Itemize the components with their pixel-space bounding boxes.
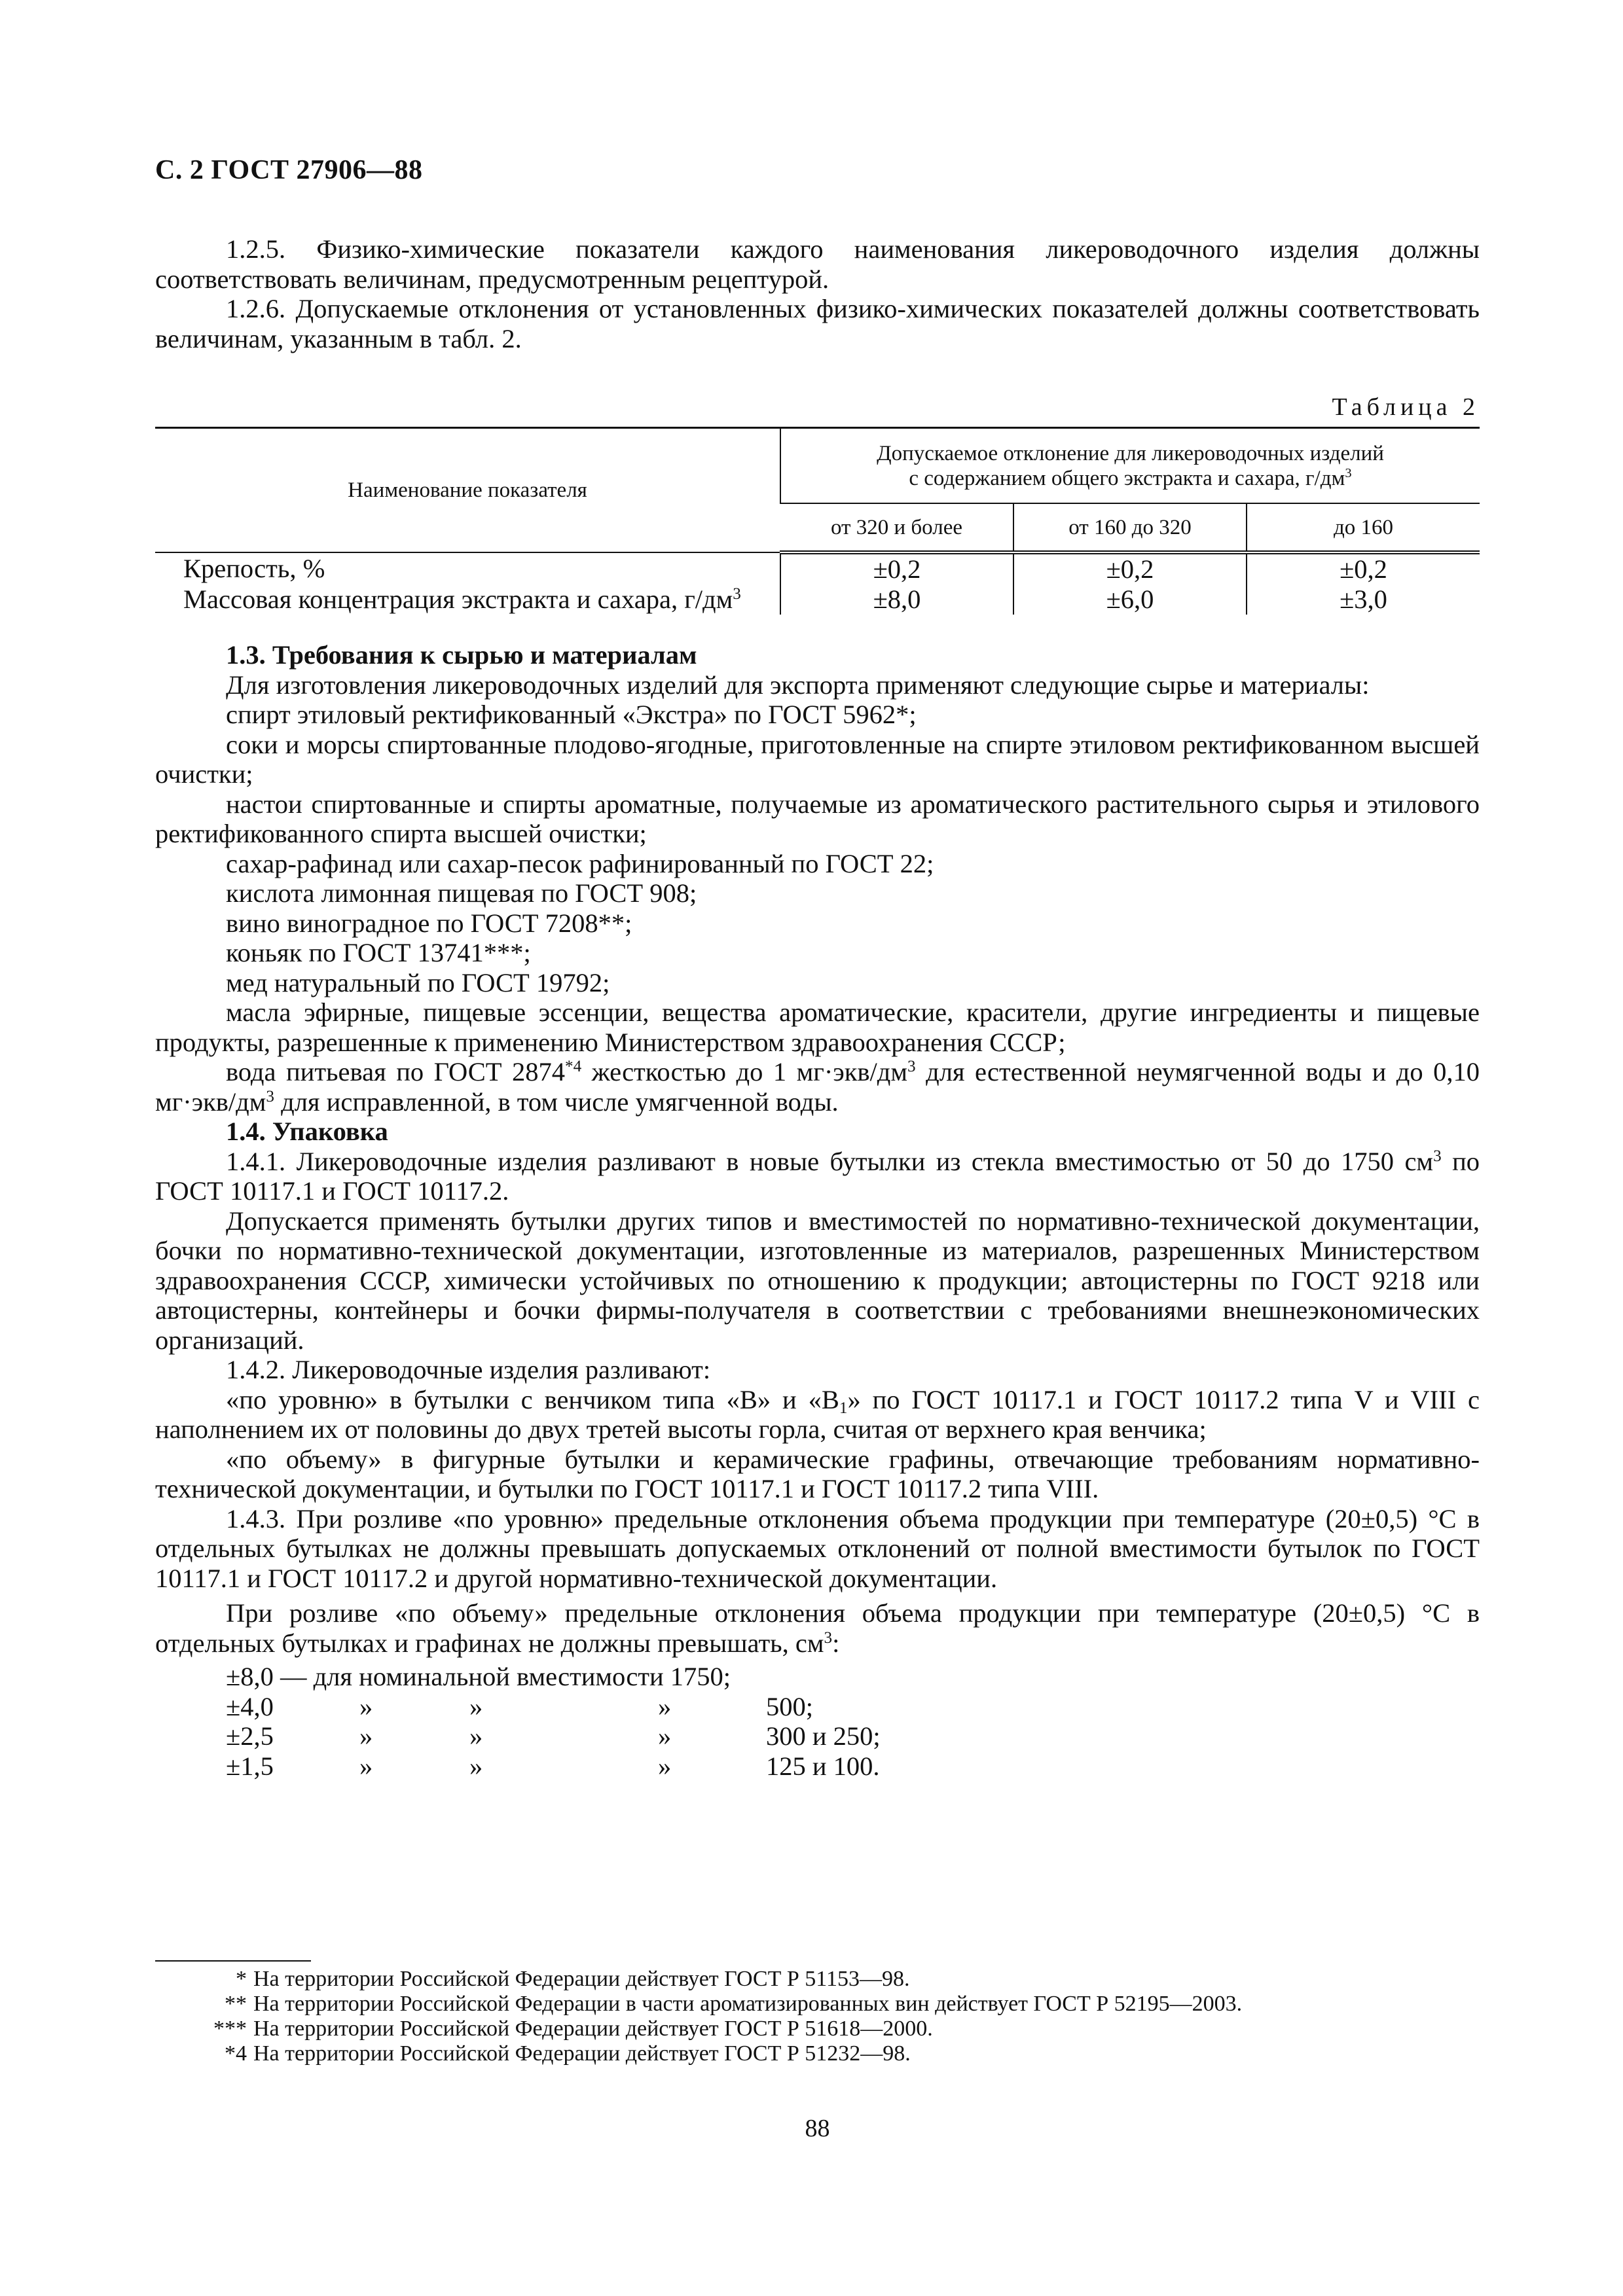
paragraph: «по объему» в фигурные бутылки и керамические графины, отвечающие требованиям нормативно-технической документации, и бутылки по ГОСТ 10117.1 и ГОСТ 10117.2 типа VIII. <box>155 1444 1480 1503</box>
table-subheader-1: от 320 и более <box>780 503 1013 552</box>
paragraph-1-2-5: 1.2.5. Физико-химические показатели каждого наименования ликероводочного изделия должны соответствовать величинам, предусмотренным рецептурой. <box>155 234 1480 294</box>
list-item: настои спиртованные и спирты ароматные, получаемые из ароматического растительного сырья и этилового ректификованного спирта высшей очистки; <box>155 789 1480 848</box>
table-cell: ±0,2 <box>1247 552 1480 584</box>
section-1-2 <box>155 234 1480 353</box>
sections-1-3-1-4 <box>155 640 1480 1781</box>
footnote-divider <box>155 1960 311 1962</box>
tolerance-item: ±8,0 — для номинальной вместимости 1750; <box>226 1662 731 1691</box>
table-cell: ±0,2 <box>780 552 1013 584</box>
list-item: вода питьевая по ГОСТ 2874$^{*4}$ жесткостью до 1 $мг\cdot экв/дм^3$ для естественной неумягченной воды и до 0,10 $мг\cdot экв/дм^3$ для исправленной, в том числе умягченной воды. <box>155 1057 1480 1117</box>
section-title-1-3: 1.3. Требования к сырью и материалам <box>226 640 697 670</box>
table-row <box>155 552 1480 584</box>
list-item: мед натуральный по ГОСТ 19792; <box>226 967 610 997</box>
footnote: *** На территории Российской Федерации действует ГОСТ Р 51618—2000. <box>213 2017 933 2041</box>
table-cell: ±8,0 <box>780 584 1013 615</box>
list-item: масла эфирные, пищевые эссенции, вещества ароматические, красители, другие ингредиенты и пищевые продукты, разрешенные к применению Министерством здравоохранения СССР; <box>155 997 1480 1057</box>
section-title-1-4: 1.4. Упаковка <box>226 1117 388 1146</box>
paragraph: «по уровню» в бутылки с венчиком типа «В» и «$В_1$» по ГОСТ 10117.1 и ГОСТ 10117.2 типа V и VIII с наполнением их от половины до двух третей высоты горла, считая от верхнего края венчика; <box>155 1384 1480 1444</box>
paragraph: Допускается применять бутылки других типов и вместимостей по нормативно-технической документации, бочки по нормативно-технической документации, изготовленные из материалов, разрешенных Министерством здравоохранения СССР, химически устойчивых по отношению к продукции; автоцистерны по ГОСТ 9218 или автоцистерны, контейнеры и бочки фирмы-получателя в соответствии с требованиями внешнеэкономических организаций. <box>155 1206 1480 1355</box>
table-2 <box>155 427 1480 615</box>
tolerance-row: ±2,5 » » » 300 и 250; <box>226 1721 881 1751</box>
paragraph-1-2-6: 1.2.6. Допускаемые отклонения от установленных физико-химических показателей должны соответствовать величинам, указанным в табл. 2. <box>155 294 1480 353</box>
paragraph-1-4-2: 1.4.2. Ликероводочные изделия разливают: <box>226 1355 711 1384</box>
footnote: *4 На территории Российской Федерации действует ГОСТ Р 51232—98. <box>225 2041 911 2066</box>
paragraph: При розливе «по объему» предельные отклонения объема продукции при температуре (20±0,5) °С в отдельных бутылках и графинах не должны превышать, $см^3$: <box>155 1598 1480 1658</box>
tolerance-row: ±1,5 » » » 125 и 100. <box>226 1751 880 1781</box>
table-header-group: Допускаемое отклонение для ликероводочных изделий с содержанием общего экстракта и сахара, $г/дм^3$ <box>780 428 1480 504</box>
footnote: * На территории Российской Федерации действует ГОСТ Р 51153—98. <box>236 1967 910 1991</box>
table-caption: Таблица 2 <box>1332 393 1480 421</box>
list-item: сахар-рафинад или сахар-песок рафинированный по ГОСТ 22; <box>226 848 934 878</box>
table-header-name: Наименование показателя <box>155 428 780 553</box>
table-cell-name: Массовая концентрация экстракта и сахара, $г/дм^3$ <box>183 584 741 614</box>
paragraph: Для изготовления ликероводочных изделий для экспорта применяют следующие сырье и материалы: <box>226 670 1370 700</box>
list-item: спирт этиловый ректификованный «Экстра» по ГОСТ 5962*; <box>226 700 917 729</box>
paragraph-1-4-1: 1.4.1. Ликероводочные изделия разливают в новые бутылки из стекла вместимостью от 50 до 1750 $см^3$ по ГОСТ 10117.1 и ГОСТ 10117.2. <box>155 1146 1480 1206</box>
list-item: вино виноградное по ГОСТ 7208**; <box>226 908 632 938</box>
footnote: ** На территории Российской Федерации в части ароматизированных вин действует ГОСТ Р 52195—2003. <box>225 1992 1243 2016</box>
table-subheader-3: до 160 <box>1247 503 1480 552</box>
table-cell: ±6,0 <box>1013 584 1247 615</box>
page-header: С. 2 ГОСТ 27906—88 <box>155 155 423 185</box>
list-item: соки и морсы спиртованные плодово-ягодные, приготовленные на спирте этиловом ректификованном высшей очистки; <box>155 729 1480 789</box>
list-item: кислота лимонная пищевая по ГОСТ 908; <box>226 878 697 908</box>
table-row <box>155 584 1480 615</box>
table-cell-name: Крепость, % <box>183 554 325 583</box>
table-cell: ±0,2 <box>1013 552 1247 584</box>
page-number: 88 <box>805 2115 830 2142</box>
table-subheader-2: от 160 до 320 <box>1013 503 1247 552</box>
table-cell: ±3,0 <box>1247 584 1480 615</box>
list-item: коньяк по ГОСТ 13741***; <box>226 938 531 967</box>
paragraph-1-4-3: 1.4.3. При розливе «по уровню» предельные отклонения объема продукции при температуре (20±0,5) °С в отдельных бутылках не должны превышать допускаемых отклонений от полной вместимости бутылок по ГОСТ 10117.1 и ГОСТ 10117.2 и другой нормативно-технической документации. <box>155 1503 1480 1593</box>
footnotes <box>155 1967 1480 2066</box>
tolerance-row: ±4,0 » » » 500; <box>226 1691 814 1721</box>
